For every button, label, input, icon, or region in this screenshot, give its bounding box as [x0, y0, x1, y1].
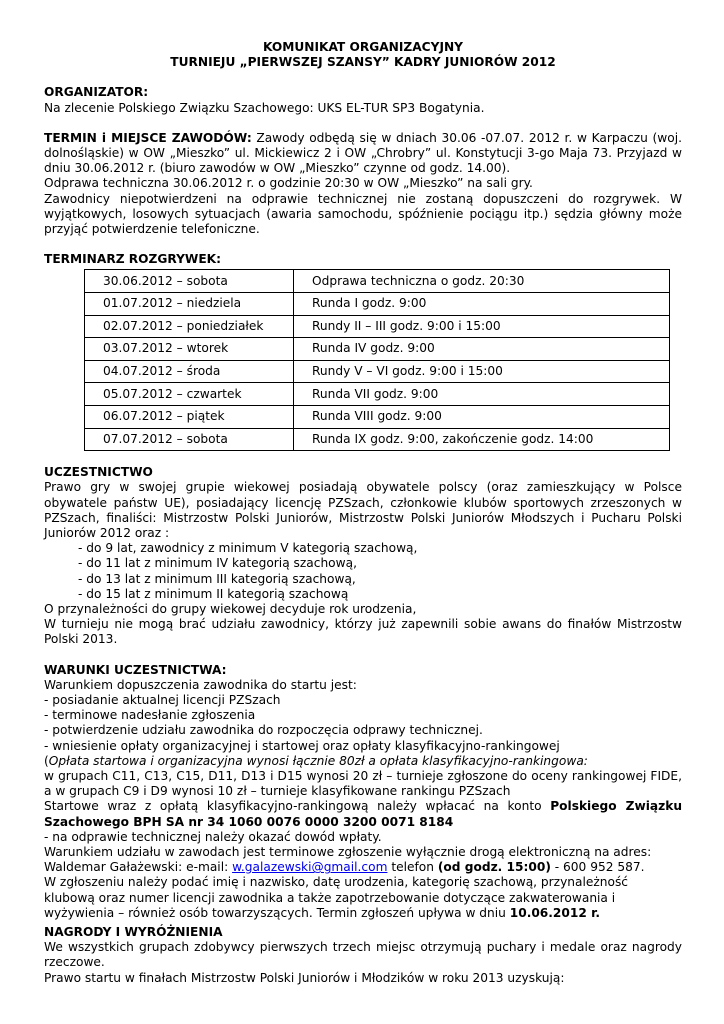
bank-account: Polskiego Związku Szachowego BPH SA nr 34 1060 0076 0000 3200 0071 8184	[44, 799, 683, 829]
conditions-item: - posiadanie aktualnej licencji PZSzach	[44, 693, 281, 708]
registration-details-text: W zgłoszeniu należy podać imię i nazwisko, datę urodzenia, kategorię szachową, przynależność klubową oraz numer licencji zawodnika a także zapotrzebowanie dotyczące zakwaterowania i wyżywienia – również osób towarzyszących. Termin zgłoszeń upływa w dniu	[44, 875, 628, 920]
participants-text: Prawo gry w swojej grupie wiekowej posiadają obywatele polscy (oraz zamieszkujący w Polsce obywatele państw UE), posiadający licencję PZSzach, członkowie klubów sportowych zrzeszonych w PZSzach, finaliści: Mistrzostw Polski Juniorów, Mistrzostw Polski Juniorów Młodszych i Pucharu Polski Juniorów 2012 oraz :	[44, 480, 682, 540]
conditions-item: - wniesienie opłaty organizacyjnej i startowej oraz opłaty klasyfikacyjno-rankingowej	[44, 738, 560, 753]
conditions-item: - terminowe nadesłanie zgłoszenia	[44, 708, 256, 723]
document-title-line2: TURNIEJU „PIERWSZEJ SZANSY” KADRY JUNIORÓW 2012	[170, 55, 556, 70]
fee-groups-text: w grupach C11, C13, C15, D11, D13 i D15 wynosi 20 zł – turnieje zgłoszone do oceny rankingowej FIDE, a w grupach C9 i D9 wynosi 10 zł – turnieje klasyfikowane rankingu PZSzach	[44, 769, 682, 799]
schedule-row	[85, 428, 670, 451]
participants-item: - do 13 lat z minimum III kategorią szachową,	[78, 571, 356, 586]
fee-line	[44, 754, 682, 769]
organizer-text: Na zlecenie Polskiego Związku Szachowego: UKS EL-TUR SP3 Bogatynia.	[44, 100, 485, 115]
exclusion-note: W turnieju nie mogą brać udziału zawodnicy, którzy już zapewnili sobie awans do finałów Mistrzostw Polski 2013.	[44, 617, 682, 647]
fee-italic-text: Opłata startowa i organizacyjna wynosi łącznie 80zł a opłata klasyfikacyjno-rankingowa:	[48, 753, 588, 768]
payment-text	[44, 799, 682, 829]
schedule-row	[85, 338, 670, 361]
prizes-text: We wszystkich grupach zdobywcy pierwszych trzech miejsc otrzymują puchary i medale oraz nagrody rzeczowe.	[44, 940, 682, 970]
participants-item: - do 9 lat, zawodnicy z minimum V kategorią szachową,	[78, 541, 418, 556]
schedule-event: Runda VII godz. 9:00	[294, 383, 670, 406]
conditions-intro: Warunkiem dopuszczenia zawodnika do startu jest:	[44, 677, 357, 692]
venue-paragraph	[44, 131, 682, 177]
schedule-row	[85, 315, 670, 338]
registration-text: Warunkiem udziału w zawodach jest terminowe zgłoszenie wyłącznie drogą elektroniczną na adres:	[44, 845, 652, 860]
participants-heading: UCZESTNICTWO	[44, 465, 153, 480]
schedule-row	[85, 270, 670, 293]
schedule-event: Rundy V – VI godz. 9:00 i 15:00	[294, 360, 670, 383]
fee-open-paren: (	[44, 753, 49, 768]
phone-label: telefon	[387, 860, 438, 875]
schedule-event: Runda I godz. 9:00	[294, 293, 670, 316]
schedule-date: 30.06.2012 – sobota	[85, 270, 294, 293]
schedule-event: Runda IX godz. 9:00, zakończenie godz. 14:00	[294, 428, 670, 451]
schedule-row	[85, 406, 670, 429]
schedule-row	[85, 293, 670, 316]
schedule-event: Runda IV godz. 9:00	[294, 338, 670, 361]
schedule-date: 06.07.2012 – piątek	[85, 406, 294, 429]
age-group-note: O przynależności do grupy wiekowej decyduje rok urodzenia,	[44, 602, 417, 617]
briefing-text: Odprawa techniczna 30.06.2012 r. o godzinie 20:30 w OW „Mieszko” na sali gry.	[44, 176, 533, 191]
venue-text: Zawody odbędą się w dniach 30.06 -07.07. 2012 r. w Karpaczu (woj. dolnośląskie) w OW „Mieszko” ul. Mickiewicz 2 i OW „Chrobry” ul. Konstytucji 3-go Maja 73. Przyjazd w dniu 30.06.2012 r. (biuro zawodów w OW „Mieszko” czynne od godz. 14.00).	[44, 130, 682, 176]
phone-hours: (od godz. 15:00)	[437, 860, 551, 875]
schedule-row	[85, 383, 670, 406]
schedule-event: Odprawa techniczna o godz. 20:30	[294, 270, 670, 293]
schedule-table	[84, 269, 670, 451]
document-page	[44, 40, 682, 986]
participants-item: - do 11 lat z minimum IV kategorią szachową,	[78, 556, 357, 571]
phone-number: - 600 952 587.	[550, 860, 645, 875]
schedule-date: 07.07.2012 – sobota	[85, 428, 294, 451]
schedule-date: 05.07.2012 – czwartek	[85, 383, 294, 406]
venue-heading: TERMIN i MIEJSCE ZAWODÓW:	[44, 130, 252, 145]
confirmation-text: Zawodnicy niepotwierdzeni na odprawie technicznej nie zostaną dopuszczeni do rozgrywek. W wyjątkowych, losowych sytuacjach (awaria samochodu, spóźnienie pociągu itp.) sędzia główny może przyjąć potwierdzenie telefoniczne.	[44, 191, 682, 237]
schedule-heading: TERMINARZ ROZGRYWEK:	[44, 252, 221, 267]
registration-details	[44, 875, 682, 921]
participants-item: - do 15 lat z minimum II kategorią szachową	[78, 586, 349, 601]
organizer-heading: ORGANIZATOR:	[44, 85, 149, 100]
payment-intro: Startowe wraz z opłatą klasyfikacyjno-rankingową należy wpłacać na konto	[44, 799, 551, 814]
schedule-date: 02.07.2012 – poniedziałek	[85, 315, 294, 338]
schedule-date: 01.07.2012 – niedziela	[85, 293, 294, 316]
email-link[interactable]: w.galazewski@gmail.com	[232, 860, 388, 875]
document-title-line1: KOMUNIKAT ORGANIZACYJNY	[262, 40, 463, 54]
schedule-date: 04.07.2012 – środa	[85, 360, 294, 383]
registration-deadline: 10.06.2012 r.	[509, 905, 600, 920]
contact-line	[44, 860, 682, 875]
conditions-item: - potwierdzenie udziału zawodnika do rozpoczęcia odprawy technicznej.	[44, 723, 483, 738]
conditions-heading: WARUNKI UCZESTNICTWA:	[44, 662, 227, 677]
schedule-row	[85, 360, 670, 383]
contact-name: Waldemar Gałażewski: e-mail:	[44, 860, 233, 875]
payment-proof: - na odprawie technicznej należy okazać dowód wpłaty.	[44, 829, 382, 844]
schedule-date: 03.07.2012 – wtorek	[85, 338, 294, 361]
prizes-heading: NAGRODY I WYRÓŻNIENIA	[44, 925, 223, 940]
schedule-event: Rundy II – III godz. 9:00 i 15:00	[294, 315, 670, 338]
finals-text: Prawo startu w finałach Mistrzostw Polski Juniorów i Młodzików w roku 2013 uzyskują:	[44, 970, 565, 985]
schedule-event: Runda VIII godz. 9:00	[294, 406, 670, 429]
